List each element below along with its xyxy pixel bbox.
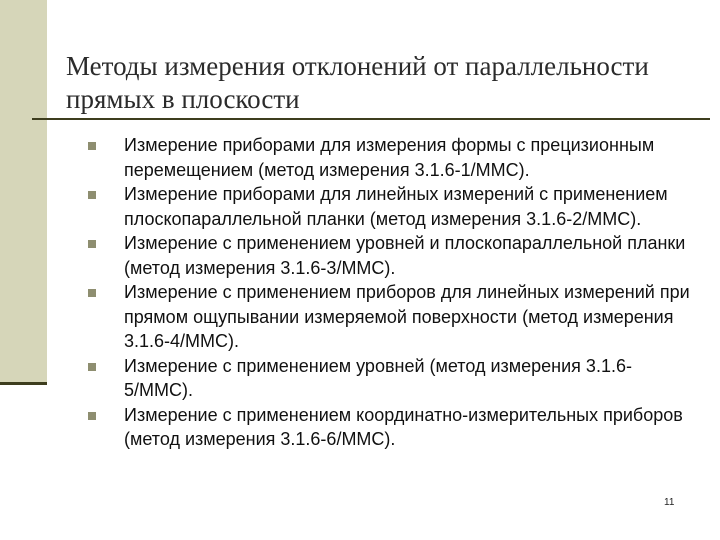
bullet-text: Измерение приборами для линейных измерений с применением плоскопараллельной планки (метод измерения 3.1.6-2/MMC). bbox=[124, 184, 668, 229]
bullet-text: Измерение с применением уровней (метод измерения 3.1.6-5/MMC). bbox=[124, 355, 632, 400]
bullet-item bbox=[86, 403, 691, 452]
bullet-item bbox=[86, 231, 691, 280]
title-divider bbox=[32, 118, 710, 120]
slide-title: Методы измерения отклонений от параллельности прямых в плоскости bbox=[66, 51, 649, 114]
bullet-item bbox=[86, 354, 691, 403]
bullet-item bbox=[86, 182, 691, 231]
bullet-text: Измерение с применением уровней и плоскопараллельной планки (метод измерения 3.1.6-3/MMC). bbox=[124, 233, 686, 278]
left-accent-band bbox=[0, 0, 47, 382]
left-band-rule bbox=[0, 382, 47, 385]
bullet-list bbox=[86, 133, 691, 452]
bullet-text: Измерение приборами для измерения формы с прецизионным перемещением (метод измерения 3.1.6-1/MMC). bbox=[124, 135, 655, 180]
page-number: 11 bbox=[664, 497, 675, 508]
square-bullet-icon bbox=[88, 412, 96, 420]
square-bullet-icon bbox=[88, 289, 96, 297]
square-bullet-icon bbox=[88, 191, 96, 199]
bullet-text: Измерение с применением координатно-измерительных приборов (метод измерения 3.1.6-6/MMC). bbox=[124, 404, 683, 449]
square-bullet-icon bbox=[88, 240, 96, 248]
bullet-text: Измерение с применением приборов для линейных измерений при прямом ощупывании измеряемой поверхности (метод измерения 3.1.6-4/MMC). bbox=[124, 282, 690, 351]
square-bullet-icon bbox=[88, 142, 96, 150]
square-bullet-icon bbox=[88, 363, 96, 371]
bullet-item bbox=[86, 280, 691, 354]
bullet-item bbox=[86, 133, 691, 182]
